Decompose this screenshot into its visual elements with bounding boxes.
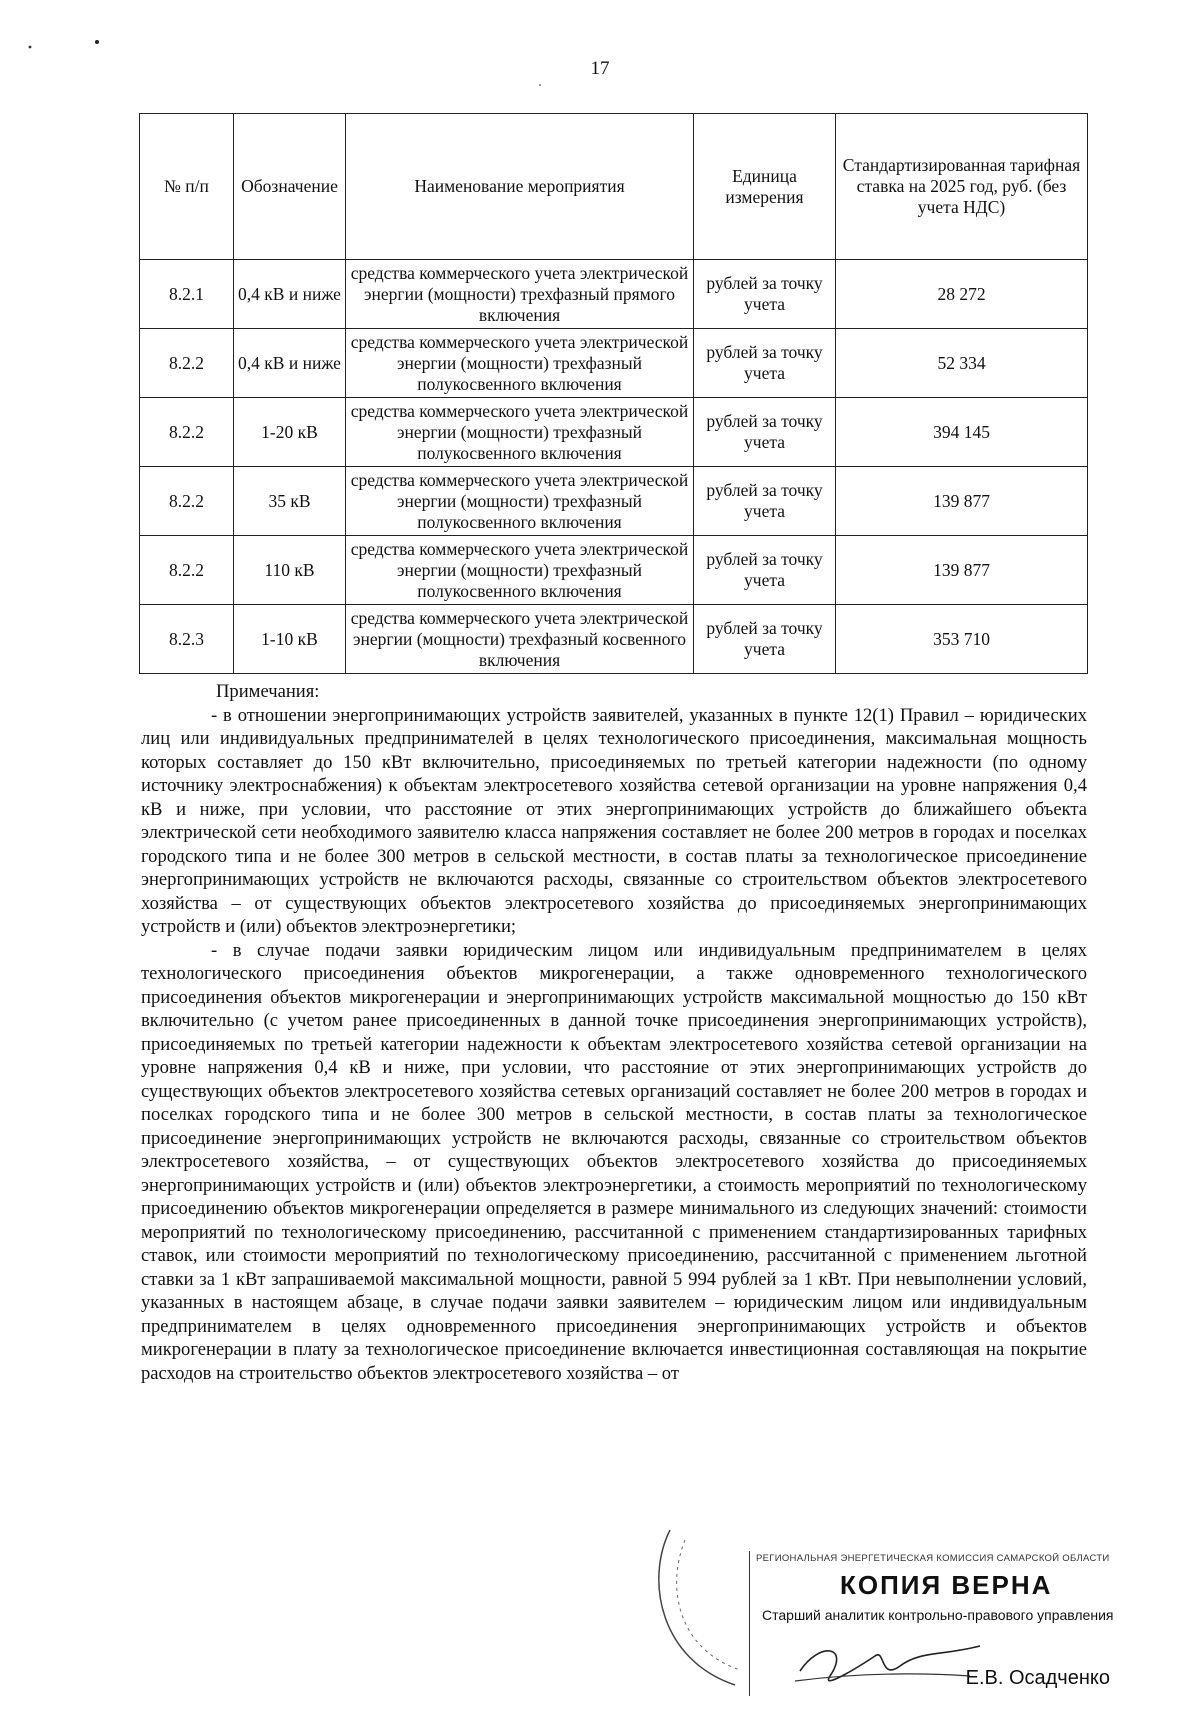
cell-designation: 110 кВ [234, 536, 346, 605]
cell-num: 8.2.2 [140, 467, 234, 536]
cell-name: средства коммерческого учета электрической энергии (мощности) трехфазный полукосвенного включения [346, 467, 694, 536]
header-num: № п/п [140, 114, 234, 260]
cell-num: 8.2.3 [140, 605, 234, 674]
header-name: Наименование мероприятия [346, 114, 694, 260]
cell-unit: рублей за точку учета [694, 467, 836, 536]
cell-name: средства коммерческого учета электрической энергии (мощности) трехфазный прямого включения [346, 260, 694, 329]
cell-unit: рублей за точку учета [694, 398, 836, 467]
cell-unit: рублей за точку учета [694, 536, 836, 605]
notes-paragraph: - в отношении энергопринимающих устройств заявителей, указанных в пункте 12(1) Правил – юридических лиц или индивидуальных предпринимателей в целях технологического присоединения, максимальная мощность которых составляет до 150 кВт включительно, присоединяемых по третьей категории надежности (по одному источнику электроснабжения) к объектам электросетевого хозяйства сетевой организации на уровне напряжения 0,4 кВ и ниже, при условии, что расстояние от этих энергопринимающих устройств до ближайшего объекта электрической сети необходимого заявителю класса напряжения составляет не более 200 метров в городах и поселках городского типа и не более 300 метров в сельской местности, в состав платы за технологическое присоединение энергопринимающих устройств не включаются расходы, связанные со строительством объектов электросетевого хозяйства – от существующих объектов электросетевого хозяйства до присоединяемых энергопринимающих устройств и (или) объектов электроэнергетики; [141, 704, 1087, 937]
table-row [140, 260, 1088, 329]
notes-title: Примечания: [216, 681, 320, 702]
notes-section [141, 680, 1087, 1385]
cell-num: 8.2.2 [140, 398, 234, 467]
cell-name: средства коммерческого учета электрической энергии (мощности) трехфазный полукосвенного включения [346, 398, 694, 467]
cell-designation: 35 кВ [234, 467, 346, 536]
header-unit: Единица измерения [694, 114, 836, 260]
table-row [140, 536, 1088, 605]
cell-rate: 353 710 [836, 605, 1088, 674]
cell-num: 8.2.2 [140, 329, 234, 398]
page-number: 17 [590, 58, 610, 79]
cell-num: 8.2.1 [140, 260, 234, 329]
cell-designation: 1-20 кВ [234, 398, 346, 467]
certified-copy-stamp [749, 1551, 1118, 1696]
cell-unit: рублей за точку учета [694, 260, 836, 329]
stamp-organization: РЕГИОНАЛЬНАЯ ЭНЕРГЕТИЧЕСКАЯ КОМИССИЯ САМАРСКОЙ ОБЛАСТИ [756, 1553, 1110, 1564]
cell-name: средства коммерческого учета электрической энергии (мощности) трехфазный полукосвенного включения [346, 536, 694, 605]
cell-name: средства коммерческого учета электрической энергии (мощности) трехфазный косвенного включения [346, 605, 694, 674]
cell-num: 8.2.2 [140, 536, 234, 605]
notes-paragraph: - в случае подачи заявки юридическим лицом или индивидуальным предпринимателем в целях технологического присоединения объектов микрогенерации, а также одновременного технологического присоединения объектов микрогенерации и энергопринимающих устройств максимальной мощностью до 150 кВт включительно (с учетом ранее присоединенных в данной точке присоединения энергопринимающих устройств), присоединяемых по третьей категории надежности к объектам электросетевого хозяйства сетевой организации на уровне напряжения 0,4 кВ и ниже, при условии, что расстояние от этих энергопринимающих устройств до существующих объектов электросетевого хозяйства сетевых организаций составляет не более 200 метров в городах и поселках городского типа и не более 300 метров в сельской местности, в состав платы за технологическое присоединение энергопринимающих устройств не включаются расходы, связанные со строительством объектов электросетевого хозяйства, – от существующих объектов электросетевого хозяйства до присоединяемых энергопринимающих устройств и (или) объектов электроэнергетики, а стоимость мероприятий по технологическому присоединению объектов микрогенерации определяется в размере минимального из следующих значений: стоимости мероприятий по технологическому присоединению, рассчитанной с применением стандартизированных тарифных ставок, или стоимости мероприятий по технологическому присоединению, рассчитанной с применением льготной ставки за 1 кВт запрашиваемой максимальной мощности, равной 5 994 рублей за 1 кВт. При невыполнении условий, указанных в настоящем абзаце, в случае подачи заявки заявителем – юридическим лицом или индивидуальным предпринимателем в целях одновременного присоединения энергопринимающих устройств и объектов микрогенерации в плату за технологическое присоединение включается инвестиционная составляющая на покрытие расходов на строительство объектов электросетевого хозяйства – от [141, 939, 1087, 1384]
cell-designation: 1-10 кВ [234, 605, 346, 674]
cell-rate: 28 272 [836, 260, 1088, 329]
stamp-role: Старший аналитик контрольно-правового управления [762, 1607, 1114, 1623]
cell-rate: 394 145 [836, 398, 1088, 467]
cell-rate: 139 877 [836, 467, 1088, 536]
stamp-name: Е.В. Осадченко [965, 1667, 1110, 1689]
cell-rate: 139 877 [836, 536, 1088, 605]
cell-rate: 52 334 [836, 329, 1088, 398]
table-row [140, 467, 1088, 536]
cell-name: средства коммерческого учета электрической энергии (мощности) трехфазный полукосвенного включения [346, 329, 694, 398]
cell-unit: рублей за точку учета [694, 329, 836, 398]
signature-icon [790, 1636, 990, 1691]
header-designation: Обозначение [234, 114, 346, 260]
table-row [140, 605, 1088, 674]
table-row [140, 398, 1088, 467]
header-rate: Стандартизированная тарифная ставка на 2025 год, руб. (без учета НДС) [836, 114, 1088, 260]
stamp-mark: КОПИЯ ВЕРНА [840, 1570, 1053, 1600]
table-header-row [140, 114, 1088, 260]
tariff-table [139, 113, 1088, 674]
cell-unit: рублей за точку учета [694, 605, 836, 674]
cell-designation: 0,4 кВ и ниже [234, 329, 346, 398]
table-row [140, 329, 1088, 398]
cell-designation: 0,4 кВ и ниже [234, 260, 346, 329]
